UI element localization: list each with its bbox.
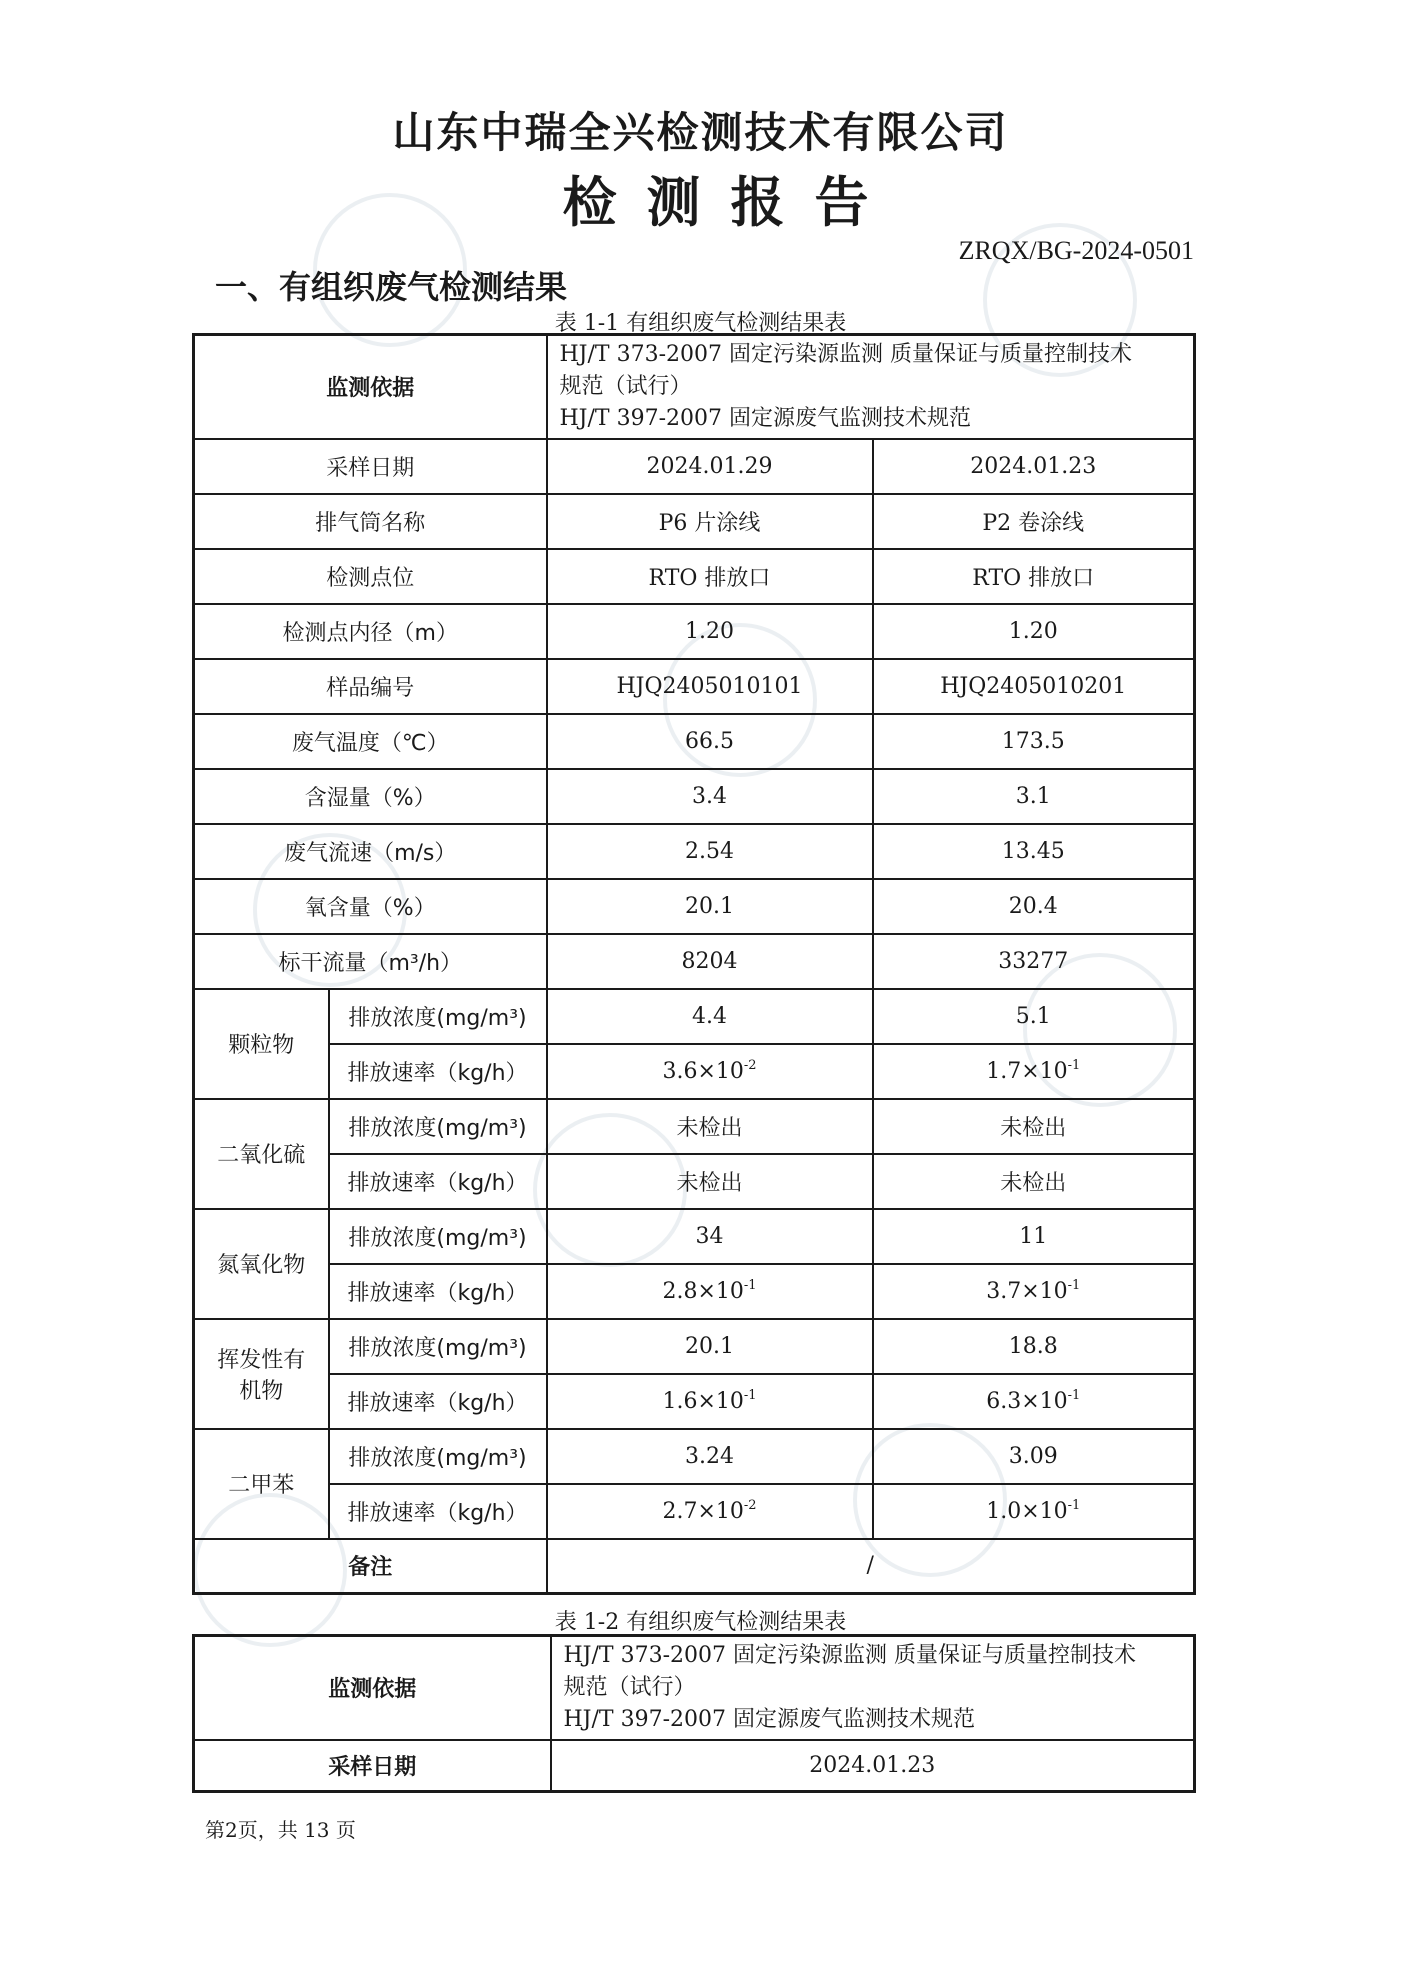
row-label: 排气筒名称	[194, 494, 547, 549]
report-number: ZRQX/BG-2024-0501	[958, 236, 1194, 265]
table-row	[194, 1740, 1195, 1792]
cell-v1: HJQ2405010101	[547, 659, 873, 714]
basis-line: HJ/T 373-2007 固定污染源监测 质量保证与质量控制技术	[559, 341, 1132, 367]
cell-v2	[873, 1264, 1195, 1319]
basis-text	[547, 335, 1195, 439]
table-row	[194, 934, 1195, 989]
row-label: 样品编号	[194, 659, 547, 714]
table-row	[194, 1319, 1195, 1374]
table-row	[194, 714, 1195, 769]
cell-v1	[547, 1484, 873, 1539]
table-row	[194, 879, 1195, 934]
cell-v2	[873, 1374, 1195, 1429]
cell-v2: 5.1	[873, 989, 1195, 1044]
rate-label: 排放速率（kg/h）	[329, 1484, 547, 1539]
cell-v2: 1.20	[873, 604, 1195, 659]
table-row	[194, 989, 1195, 1044]
table-row	[194, 1154, 1195, 1209]
table-row	[194, 1539, 1195, 1594]
table-row	[194, 549, 1195, 604]
cell-v1: 34	[547, 1209, 873, 1264]
cell-v1: 4.4	[547, 989, 873, 1044]
basis-text	[551, 1636, 1195, 1740]
cell-v2: P2 卷涂线	[873, 494, 1195, 549]
rate-label: 排放速率（kg/h）	[329, 1154, 547, 1209]
cell-v1: 1.20	[547, 604, 873, 659]
table-row	[194, 659, 1195, 714]
cell-v1: 未检出	[547, 1099, 873, 1154]
cell-v1	[547, 1154, 873, 1209]
basis-line: HJ/T 373-2007 固定污染源监测 质量保证与质量控制技术	[563, 1642, 1136, 1668]
cell-v2	[873, 1044, 1195, 1099]
basis-label: 监测依据	[194, 1636, 551, 1740]
table-row	[194, 1264, 1195, 1319]
rate-label: 排放速率（kg/h）	[329, 1264, 547, 1319]
basis-line: 规范（试行）	[563, 1674, 696, 1700]
report-title: 检测报告	[562, 171, 899, 234]
basis-line: HJ/T 397-2007 固定源废气监测技术规范	[559, 405, 971, 431]
table-row	[194, 1374, 1195, 1429]
company-name: 山东中瑞全兴检测技术有限公司	[392, 108, 1009, 157]
cell-v1: 2.54	[547, 824, 873, 879]
table-row	[194, 439, 1195, 494]
cell-v2: 3.1	[873, 769, 1195, 824]
rate-base: 未检出	[1000, 1170, 1067, 1196]
basis-label: 监测依据	[194, 335, 547, 439]
table-row	[194, 1429, 1195, 1484]
rate-exponent: -2	[743, 1057, 757, 1073]
conc-label: 排放浓度(mg/m³)	[329, 1209, 547, 1264]
cell-v1: 3.4	[547, 769, 873, 824]
date-value: 2024.01.23	[551, 1740, 1195, 1792]
table-row	[194, 1636, 1195, 1740]
basis-line: HJ/T 397-2007 固定源废气监测技术规范	[563, 1706, 975, 1732]
cell-v2: 20.4	[873, 879, 1195, 934]
table-row	[194, 1099, 1195, 1154]
conc-label: 排放浓度(mg/m³)	[329, 1429, 547, 1484]
rate-exponent: -1	[1067, 1387, 1081, 1403]
row-label: 采样日期	[194, 439, 547, 494]
rate-exponent: -2	[743, 1497, 757, 1513]
cell-v1: RTO 排放口	[547, 549, 873, 604]
cell-v2: 未检出	[873, 1099, 1195, 1154]
rate-label: 排放速率（kg/h）	[329, 1374, 547, 1429]
rate-base: 1.0×10	[986, 1498, 1068, 1524]
rate-base: 3.6×10	[662, 1058, 744, 1084]
table-row	[194, 335, 1195, 439]
row-label: 标干流量（m³/h）	[194, 934, 547, 989]
table-row	[194, 1484, 1195, 1539]
rate-exponent: -1	[743, 1387, 757, 1403]
remark-label: 备注	[194, 1539, 547, 1594]
cell-v1	[547, 1374, 873, 1429]
cell-v2: 173.5	[873, 714, 1195, 769]
conc-label: 排放浓度(mg/m³)	[329, 1099, 547, 1154]
table2-caption: 表 1-2 有组织废气检测结果表	[554, 1610, 847, 1635]
cell-v2: 3.09	[873, 1429, 1195, 1484]
cell-v2	[873, 1154, 1195, 1209]
rate-base: 未检出	[676, 1170, 743, 1196]
cell-v1: 3.24	[547, 1429, 873, 1484]
cell-v1: 20.1	[547, 1319, 873, 1374]
cell-v2: HJQ2405010201	[873, 659, 1195, 714]
cell-v1: P6 片涂线	[547, 494, 873, 549]
cell-v2: 33277	[873, 934, 1195, 989]
cell-v1: 2024.01.29	[547, 439, 873, 494]
rate-base: 1.6×10	[662, 1388, 744, 1414]
cell-v1	[547, 1264, 873, 1319]
cell-v2: 13.45	[873, 824, 1195, 879]
rate-label: 排放速率（kg/h）	[329, 1044, 547, 1099]
row-label: 废气温度（℃）	[194, 714, 547, 769]
basis-line: 规范（试行）	[559, 373, 692, 399]
pollutant-name: 二氧化硫	[194, 1099, 329, 1209]
rate-base: 2.7×10	[662, 1498, 744, 1524]
rate-base: 6.3×10	[986, 1388, 1068, 1414]
table2	[192, 1634, 1196, 1793]
table-row	[194, 604, 1195, 659]
rate-exponent: -1	[1067, 1497, 1081, 1513]
pollutant-name: 氮氧化物	[194, 1209, 329, 1319]
rate-exponent: -1	[1067, 1057, 1081, 1073]
row-label: 废气流速（m/s）	[194, 824, 547, 879]
conc-label: 排放浓度(mg/m³)	[329, 989, 547, 1044]
cell-v2: 11	[873, 1209, 1195, 1264]
rate-base: 3.7×10	[986, 1278, 1068, 1304]
page-footer: 第2页，共 13 页	[205, 1818, 356, 1842]
row-label: 检测点位	[194, 549, 547, 604]
conc-label: 排放浓度(mg/m³)	[329, 1319, 547, 1374]
cell-v2: 18.8	[873, 1319, 1195, 1374]
remark-value: /	[547, 1539, 1195, 1594]
rate-base: 2.8×10	[662, 1278, 744, 1304]
cell-v2: 2024.01.23	[873, 439, 1195, 494]
table-row	[194, 1044, 1195, 1099]
rate-exponent: -1	[743, 1277, 757, 1293]
rate-base: 1.7×10	[986, 1058, 1068, 1084]
rate-exponent: -1	[1067, 1277, 1081, 1293]
cell-v2: RTO 排放口	[873, 549, 1195, 604]
cell-v2	[873, 1484, 1195, 1539]
cell-v1	[547, 1044, 873, 1099]
cell-v1: 66.5	[547, 714, 873, 769]
pollutant-name: 颗粒物	[194, 989, 329, 1099]
date-label: 采样日期	[194, 1740, 551, 1792]
row-label: 含湿量（%）	[194, 769, 547, 824]
table-row	[194, 824, 1195, 879]
table-row	[194, 1209, 1195, 1264]
table-row	[194, 494, 1195, 549]
table1	[192, 333, 1196, 1595]
row-label: 氧含量（%）	[194, 879, 547, 934]
table-row	[194, 769, 1195, 824]
table1-caption: 表 1-1 有组织废气检测结果表	[554, 311, 847, 336]
pollutant-name: 二甲苯	[194, 1429, 329, 1539]
cell-v1: 8204	[547, 934, 873, 989]
section-title: 一、有组织废气检测结果	[215, 268, 568, 306]
row-label: 检测点内径（m）	[194, 604, 547, 659]
pollutant-name: 挥发性有机物	[194, 1319, 329, 1429]
cell-v1: 20.1	[547, 879, 873, 934]
